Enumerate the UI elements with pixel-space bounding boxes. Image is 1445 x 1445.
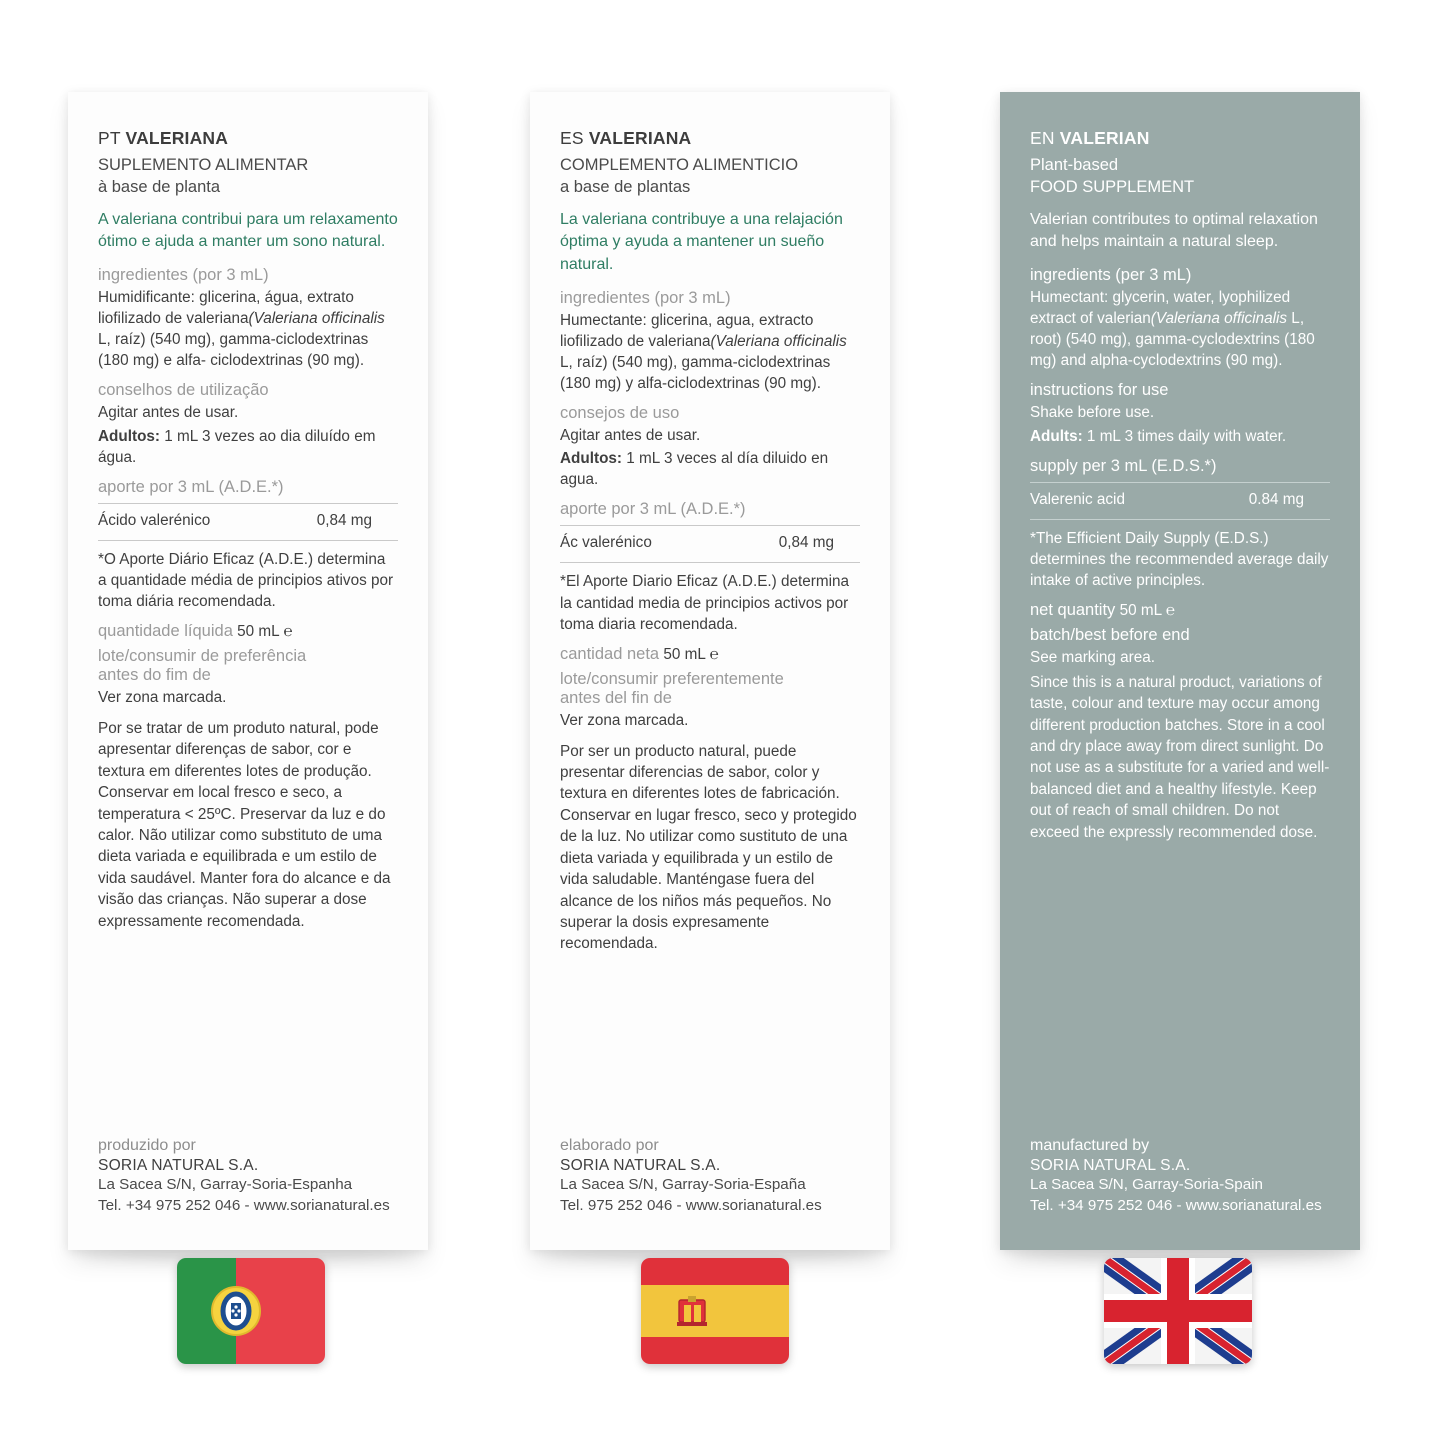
panel-pt-lang-title xyxy=(98,128,398,149)
panel-es-subtitle-line1: COMPLEMENTO ALIMENTICIO xyxy=(560,156,799,174)
panel-en-rule-top xyxy=(1030,482,1330,483)
panel-pt-footer-address: La Sacea S/N, Garray-Soria-Espanha xyxy=(98,1176,353,1194)
panel-pt-lang-code: PT xyxy=(98,128,121,148)
panel-es-batch-head xyxy=(560,670,860,708)
uk-flag-icon xyxy=(1104,1258,1252,1364)
panel-pt-ade-note: *O Aporte Diário Eficaz (A.D.E.) determina a quantidade média de principios ativos por toma diária recomendada. xyxy=(98,550,394,610)
panel-en-usage-line1: Shake before use. xyxy=(1030,404,1155,422)
panel-pt-footer-company: SORIA NATURAL S.A. xyxy=(98,1157,259,1175)
panel-pt-batch-head-line2: antes do fim de xyxy=(98,665,211,684)
panel-pt-ingredients-post: L, raíz) (540 mg), gamma-ciclodextrinas (180 mg) e alfa- ciclodextrinas (90 mg). xyxy=(98,331,369,370)
panel-pt-ingredients-head: ingredientes (por 3 mL) xyxy=(98,265,269,284)
panel-pt-subtitle xyxy=(98,155,398,199)
panel-pt-footer-tel: Tel. +34 975 252 046 - www.sorianatural.es xyxy=(98,1196,390,1214)
panel-es-footer-address: La Sacea S/N, Garray-Soria-España xyxy=(560,1176,806,1194)
panel-en-lang-title xyxy=(1030,128,1330,149)
panel-es-footer-head: elaborado por xyxy=(560,1137,659,1155)
panel-en-batch-value: See marking area. xyxy=(1030,648,1155,666)
panel-es-batch-head-line1: lote/consumir preferentemente xyxy=(560,669,784,688)
panel-es-usage-rest: 1 mL 3 veces al día diluido en agua. xyxy=(560,450,829,489)
label-panel-es xyxy=(530,92,890,1250)
panel-en-usage-head: instructions for use xyxy=(1030,381,1169,400)
panel-en-footer-company: SORIA NATURAL S.A. xyxy=(1030,1157,1191,1175)
panel-es-footer-company: SORIA NATURAL S.A. xyxy=(560,1157,721,1175)
panel-en-storage-paragraph: Since this is a natural product, variations of taste, colour and texture may occur among different production batches. Store in a cool and dry place away from direct sunlight. Do not use as a substitute for a varied and well-balanced diet and a healthy lifestyle. Keep out of reach of small children. Do not exceed the expressly recommended dose. xyxy=(1030,673,1330,841)
panel-pt-subtitle-line2: à base de planta xyxy=(98,177,221,196)
panel-pt-batch-head-line1: lote/consumir de preferência xyxy=(98,646,307,665)
panel-es-usage-head: consejos de uso xyxy=(560,404,680,423)
panel-en-usage-bold: Adults: xyxy=(1030,427,1083,445)
panel-en-footer-head: manufactured by xyxy=(1030,1137,1150,1155)
panel-es-product-name: VALERIANA xyxy=(588,128,692,148)
panel-pt-footer-head: produzido por xyxy=(98,1137,196,1155)
panel-es-nutrient-name: Ác valerénico xyxy=(560,534,652,552)
panel-en-ingredients-text xyxy=(1030,287,1330,371)
panel-pt-usage-head: conselhos de utilização xyxy=(98,381,269,400)
panel-es-lang-code: ES xyxy=(560,128,584,148)
panel-en-subtitle-line2: FOOD SUPPLEMENT xyxy=(1030,177,1195,196)
panel-pt-usage-line1: Agitar antes de usar. xyxy=(98,404,239,422)
panel-es-subtitle xyxy=(560,155,860,199)
panel-es-ingredients-text xyxy=(560,310,860,394)
panel-en-subtitle-line1: Plant-based xyxy=(1030,156,1119,174)
panel-en-net-value: 50 mL ℮ xyxy=(1119,601,1175,619)
panel-pt-usage-bold: Adultos: xyxy=(98,427,161,445)
panel-es-rule-bottom xyxy=(560,562,860,563)
panel-pt-rule-top xyxy=(98,503,398,504)
panel-en-usage-line2 xyxy=(1030,426,1330,447)
panel-pt-net-value: 50 mL ℮ xyxy=(237,623,293,641)
panel-en-ingredients-post: L, root) (540 mg), gamma-cyclodextrins (180 mg) and alpha-cyclodextrins (90 mg). xyxy=(1030,310,1315,370)
panel-pt-batch-value: Ver zona marcada. xyxy=(98,688,227,706)
panel-es-footer xyxy=(560,1137,864,1216)
panel-es-ingredients-post: L, raíz) (540 mg), gamma-ciclodextrinas (180 mg) y alfa-ciclodextrinas (90 mg). xyxy=(560,353,831,393)
panel-pt-net-head: quantidade líquida xyxy=(98,622,233,641)
panel-en-ingredients-pre: Humectant: glycerin, water, lyophilized extract of valerian xyxy=(1030,288,1291,328)
panel-pt-footer xyxy=(98,1137,402,1216)
panel-pt-rule-bottom xyxy=(98,540,398,541)
panel-en-nutrient-value: 0.84 mg xyxy=(1248,490,1304,508)
panel-es-net-quantity xyxy=(560,643,860,666)
panel-en-usage-rest: 1 mL 3 times daily with water. xyxy=(1082,427,1287,445)
panel-en-nutrient-row xyxy=(1030,489,1330,513)
panel-es-rule-top xyxy=(560,525,860,526)
panel-en-batch-head xyxy=(1030,626,1330,645)
panel-en-supply-head: supply per 3 mL (E.D.S.*) xyxy=(1030,456,1217,475)
panel-es-batch-head-line2: antes del fin de xyxy=(560,688,672,707)
panel-es-usage-line2 xyxy=(560,448,860,490)
panel-en-health-claim: Valerian contributes to optimal relaxation and helps maintain a natural sleep. xyxy=(1030,210,1318,251)
panel-pt-ingredients-text xyxy=(98,287,398,371)
panel-es-subtitle-line2: a base de plantas xyxy=(560,177,691,196)
panel-es-ingredients-head: ingredientes (por 3 mL) xyxy=(560,288,731,307)
label-panel-pt xyxy=(68,92,428,1250)
panel-pt-nutrient-value: 0,84 mg xyxy=(316,511,372,529)
portugal-flag-icon xyxy=(177,1258,325,1364)
panel-pt-health-claim: A valeriana contribui para um relaxamento ótimo e ajuda a manter um sono natural. xyxy=(98,210,398,251)
panel-en-ingredients-head: ingredients (per 3 mL) xyxy=(1030,265,1192,284)
panel-es-storage-paragraph: Por ser un producto natural, puede presentar diferencias de sabor, color y textura en diferentes lotes de fabricación. Conservar en lugar fresco, seco y protegido de la luz. No utilizar como sustituto de una dieta variada y equilibrada y un estilo de vida saludable. Manténgase fuera del alcance de los niños más pequeños. No superar la dosis expresamente recomendada. xyxy=(560,742,857,953)
panel-es-ade-note: *El Aporte Diario Eficaz (A.D.E.) determina la cantidad media de principios activos por toma diaria recomendada. xyxy=(560,573,850,633)
panel-en-net-head: net quantity xyxy=(1030,600,1116,619)
panel-es-supply-head: aporte por 3 mL (A.D.E.*) xyxy=(560,500,746,519)
panel-es-net-value: 50 mL ℮ xyxy=(663,645,719,663)
panel-pt-usage-line2 xyxy=(98,426,398,468)
panel-pt-ingredients-pre: Humidificante: glicerina, água, extrato liofilizado de valeriana xyxy=(98,288,354,328)
panel-es-net-head: cantidad neta xyxy=(560,644,660,663)
panel-en-lang-code: EN xyxy=(1030,128,1055,148)
panel-pt-usage-rest: 1 mL 3 vezes ao dia diluído em água. xyxy=(98,427,376,466)
panel-pt-supply-head: aporte por 3 mL (A.D.E.*) xyxy=(98,477,284,496)
panel-en-net-quantity xyxy=(1030,599,1330,622)
panel-pt-nutrient-name: Ácido valerénico xyxy=(98,511,211,529)
panel-pt-batch-head xyxy=(98,647,398,685)
panel-en-footer-tel: Tel. +34 975 252 046 - www.sorianatural.es xyxy=(1030,1196,1322,1214)
panel-es-footer-tel: Tel. 975 252 046 - www.sorianatural.es xyxy=(560,1196,822,1214)
panel-es-ingredients-pre: Humectante: glicerina, agua, extracto liofilizado de valeriana xyxy=(560,311,814,350)
panel-pt-net-quantity xyxy=(98,620,398,643)
panel-pt-nutrient-row xyxy=(98,510,398,534)
panel-pt-subtitle-line1: SUPLEMENTO ALIMENTAR xyxy=(98,156,309,174)
panel-es-lang-title xyxy=(560,128,860,149)
panel-es-usage-bold: Adultos: xyxy=(560,450,623,468)
panel-en-rule-bottom xyxy=(1030,519,1330,520)
panel-es-ingredients-italic: (Valeriana officinalis xyxy=(710,332,847,350)
panel-pt-ingredients-italic: (Valeriana officinalis xyxy=(248,310,385,328)
label-panel-en xyxy=(1000,92,1360,1250)
panel-en-ingredients-italic: (Valeriana officinalis xyxy=(1150,310,1288,328)
panel-es-nutrient-row xyxy=(560,532,860,556)
panel-pt-storage-paragraph: Por se tratar de um produto natural, pode apresentar diferenças de sabor, cor e textura em diferentes lotes de produção. Conservar em local fresco e seco, a temperatura < 25ºC. Preservar da luz e do calor. Não utilizar como substituto de uma dieta variada e equilibrada e um estilo de vida saudável. Manter fora do alcance e da visão das crianças. Não superar a dose expressamente recomendada. xyxy=(98,719,391,930)
panel-pt-product-name: VALERIANA xyxy=(125,128,229,148)
panel-en-nutrient-name: Valerenic acid xyxy=(1030,490,1125,508)
panel-en-product-name: VALERIAN xyxy=(1059,128,1150,148)
panel-es-nutrient-value: 0,84 mg xyxy=(778,534,834,552)
spain-flag-icon xyxy=(641,1258,789,1364)
panel-en-footer-address: La Sacea S/N, Garray-Soria-Spain xyxy=(1030,1176,1263,1194)
panel-es-batch-value: Ver zona marcada. xyxy=(560,711,689,729)
panel-es-usage-line1: Agitar antes de usar. xyxy=(560,427,701,445)
panel-en-batch-head-line1: batch/best before end xyxy=(1030,625,1190,644)
panel-en-footer xyxy=(1030,1137,1334,1216)
panel-es-health-claim: La valeriana contribuye a una relajación óptima y ayuda a mantener un sueño natural. xyxy=(560,210,843,273)
panel-en-subtitle xyxy=(1030,155,1330,199)
panel-en-ade-note: *The Efficient Daily Supply (E.D.S.) determines the recommended average daily intake of active principles. xyxy=(1030,529,1329,589)
